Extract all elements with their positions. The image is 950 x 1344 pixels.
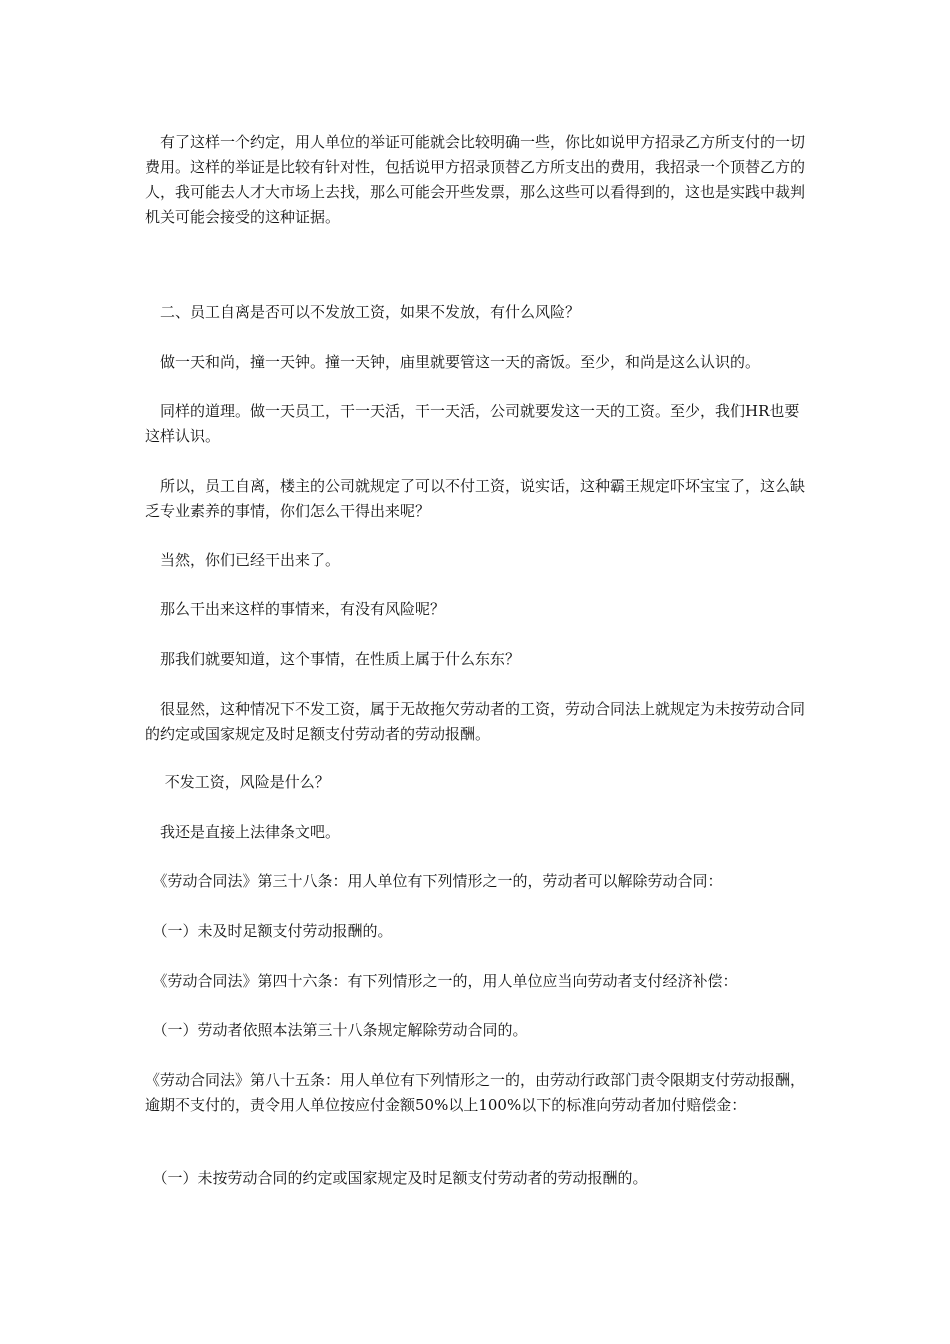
paragraph-wage-arrears: 很显然，这种情况下不发工资，属于无故拖欠劳动者的工资，劳动合同法上就规定为未按劳动合同的约定或国家规定及时足额支付劳动者的劳动报酬。 [145, 700, 806, 743]
law-article-38-item-1: （一）未及时足额支付劳动报酬的。 [145, 922, 393, 940]
section-heading-2: 二、员工自离是否可以不发放工资，如果不发放，有什么风险？ [145, 303, 581, 321]
law-article-46-item-1: （一）劳动者依照本法第三十八条规定解除劳动合同的。 [145, 1021, 528, 1039]
paragraph-no-pay-rule: 所以，员工自离，楼主的公司就规定了可以不付工资，说实话，这种霸王规定吓坏宝宝了，这么缺乏专业素养的事情，你们怎么干得出来呢？ [145, 477, 806, 520]
paragraph-law-intro: 我还是直接上法律条文吧。 [145, 823, 341, 841]
law-article-46: 《劳动合同法》第四十六条：有下列情形之一的，用人单位应当向劳动者支付经济补偿： [145, 972, 738, 990]
paragraph-nature-question: 那我们就要知道，这个事情，在性质上属于什么东东？ [145, 650, 521, 668]
paragraph-employee-analogy: 同样的道理。做一天员工，干一天活，干一天活，公司就要发这一天的工资。至少，我们HR也要这样认识。 [145, 402, 800, 445]
paragraph-risk-question: 那么干出来这样的事情来，有没有风险呢？ [145, 600, 446, 618]
law-article-85-item-1: （一）未按劳动合同的约定或国家规定及时足额支付劳动者的劳动报酬的。 [145, 1169, 648, 1187]
law-article-38: 《劳动合同法》第三十八条：用人单位有下列情形之一的，劳动者可以解除劳动合同： [145, 872, 723, 890]
paragraph-already-done: 当然，你们已经干出来了。 [145, 551, 341, 569]
paragraph-risk-what: 不发工资，风险是什么？ [145, 773, 330, 791]
paragraph-employer-evidence: 有了这样一个约定，用人单位的举证可能就会比较明确一些，你比如说甲方招录乙方所支付的一切费用。这样的举证是比较有针对性，包括说甲方招录顶替乙方所支出的费用，我招录一个顶替乙方的人，我可能去人才大市场上去找，那么可能会开些发票，那么这些可以看得到的，这也是实践中裁判机关可能会接受的这种证据。 [145, 133, 806, 226]
law-article-85: 《劳动合同法》第八十五条：用人单位有下列情形之一的，由劳动行政部门责令限期支付劳动报酬，逾期不支付的，责令用人单位按应付金额50%以上100%以下的标准向劳动者加付赔偿金： [145, 1071, 806, 1114]
paragraph-monk-analogy: 做一天和尚，撞一天钟。撞一天钟，庙里就要管这一天的斋饭。至少，和尚是这么认识的。 [145, 353, 761, 371]
